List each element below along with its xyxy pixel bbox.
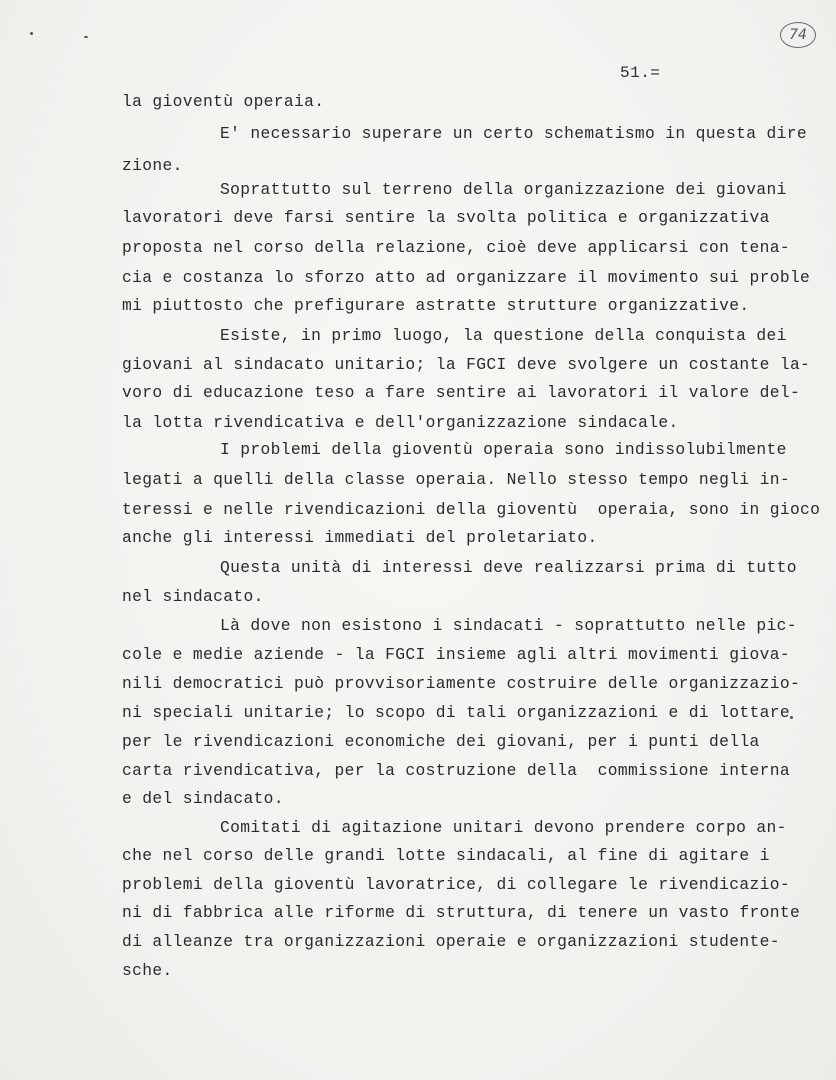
text-line: la gioventù operaia. bbox=[122, 92, 325, 111]
text-line: ni di fabbrica alle riforme di struttura, di tenere un vasto fronte bbox=[122, 903, 801, 922]
text-line: lavoratori deve farsi sentire la svolta politica e organizzativa bbox=[122, 208, 770, 227]
text-line: Soprattutto sul terreno della organizzazione dei giovani bbox=[220, 180, 787, 199]
scan-speck bbox=[30, 32, 33, 35]
text-line: Esiste, in primo luogo, la questione della conquista dei bbox=[220, 326, 787, 345]
text-line: e del sindacato. bbox=[122, 789, 284, 808]
text-line: Comitati di agitazione unitari devono prendere corpo an- bbox=[220, 818, 787, 837]
text-line: problemi della gioventù lavoratrice, di collegare le rivendicazio- bbox=[122, 875, 790, 894]
scan-speck bbox=[790, 716, 793, 719]
text-line: giovani al sindacato unitario; la FGCI deve svolgere un costante la- bbox=[122, 355, 811, 374]
text-line: E' necessario superare un certo schematismo in questa dire bbox=[220, 124, 807, 143]
text-line: I problemi della gioventù operaia sono indissolubilmente bbox=[220, 440, 787, 459]
text-line: legati a quelli della classe operaia. Nello stesso tempo negli in- bbox=[122, 470, 790, 489]
text-line: mi piuttosto che prefigurare astratte strutture organizzative. bbox=[122, 296, 750, 315]
text-line: Là dove non esistono i sindacati - soprattutto nelle pic- bbox=[220, 616, 797, 635]
text-line: anche gli interessi immediati del proletariato. bbox=[122, 528, 598, 547]
text-line: zione. bbox=[122, 156, 183, 175]
text-line: ni speciali unitarie; lo scopo di tali organizzazioni e di lottare bbox=[122, 703, 790, 722]
text-line: cole e medie aziende - la FGCI insieme agli altri movimenti giova- bbox=[122, 645, 790, 664]
archive-number-stamp: 74 bbox=[780, 22, 816, 48]
scan-speck bbox=[84, 36, 88, 38]
text-line: nili democratici può provvisoriamente costruire delle organizzazio- bbox=[122, 674, 801, 693]
text-line: di alleanze tra organizzazioni operaie e organizzazioni studente- bbox=[122, 932, 780, 951]
text-line: proposta nel corso della relazione, cioè deve applicarsi con tena- bbox=[122, 238, 790, 257]
page-number: 51.= bbox=[620, 64, 661, 82]
text-line: che nel corso delle grandi lotte sindacali, al fine di agitare i bbox=[122, 846, 770, 865]
text-line: Questa unità di interessi deve realizzarsi prima di tutto bbox=[220, 558, 797, 577]
text-line: teressi e nelle rivendicazioni della gioventù operaia, sono in gioco bbox=[122, 500, 821, 519]
text-line: per le rivendicazioni economiche dei giovani, per i punti della bbox=[122, 732, 760, 751]
text-line: sche. bbox=[122, 961, 173, 980]
text-line: voro di educazione teso a fare sentire ai lavoratori il valore del- bbox=[122, 383, 801, 402]
text-line: la lotta rivendicativa e dell'organizzazione sindacale. bbox=[122, 413, 679, 432]
text-line: cia e costanza lo sforzo atto ad organizzare il movimento sui proble bbox=[122, 268, 811, 287]
text-line: nel sindacato. bbox=[122, 587, 264, 606]
text-line: carta rivendicativa, per la costruzione della commissione interna bbox=[122, 761, 790, 780]
